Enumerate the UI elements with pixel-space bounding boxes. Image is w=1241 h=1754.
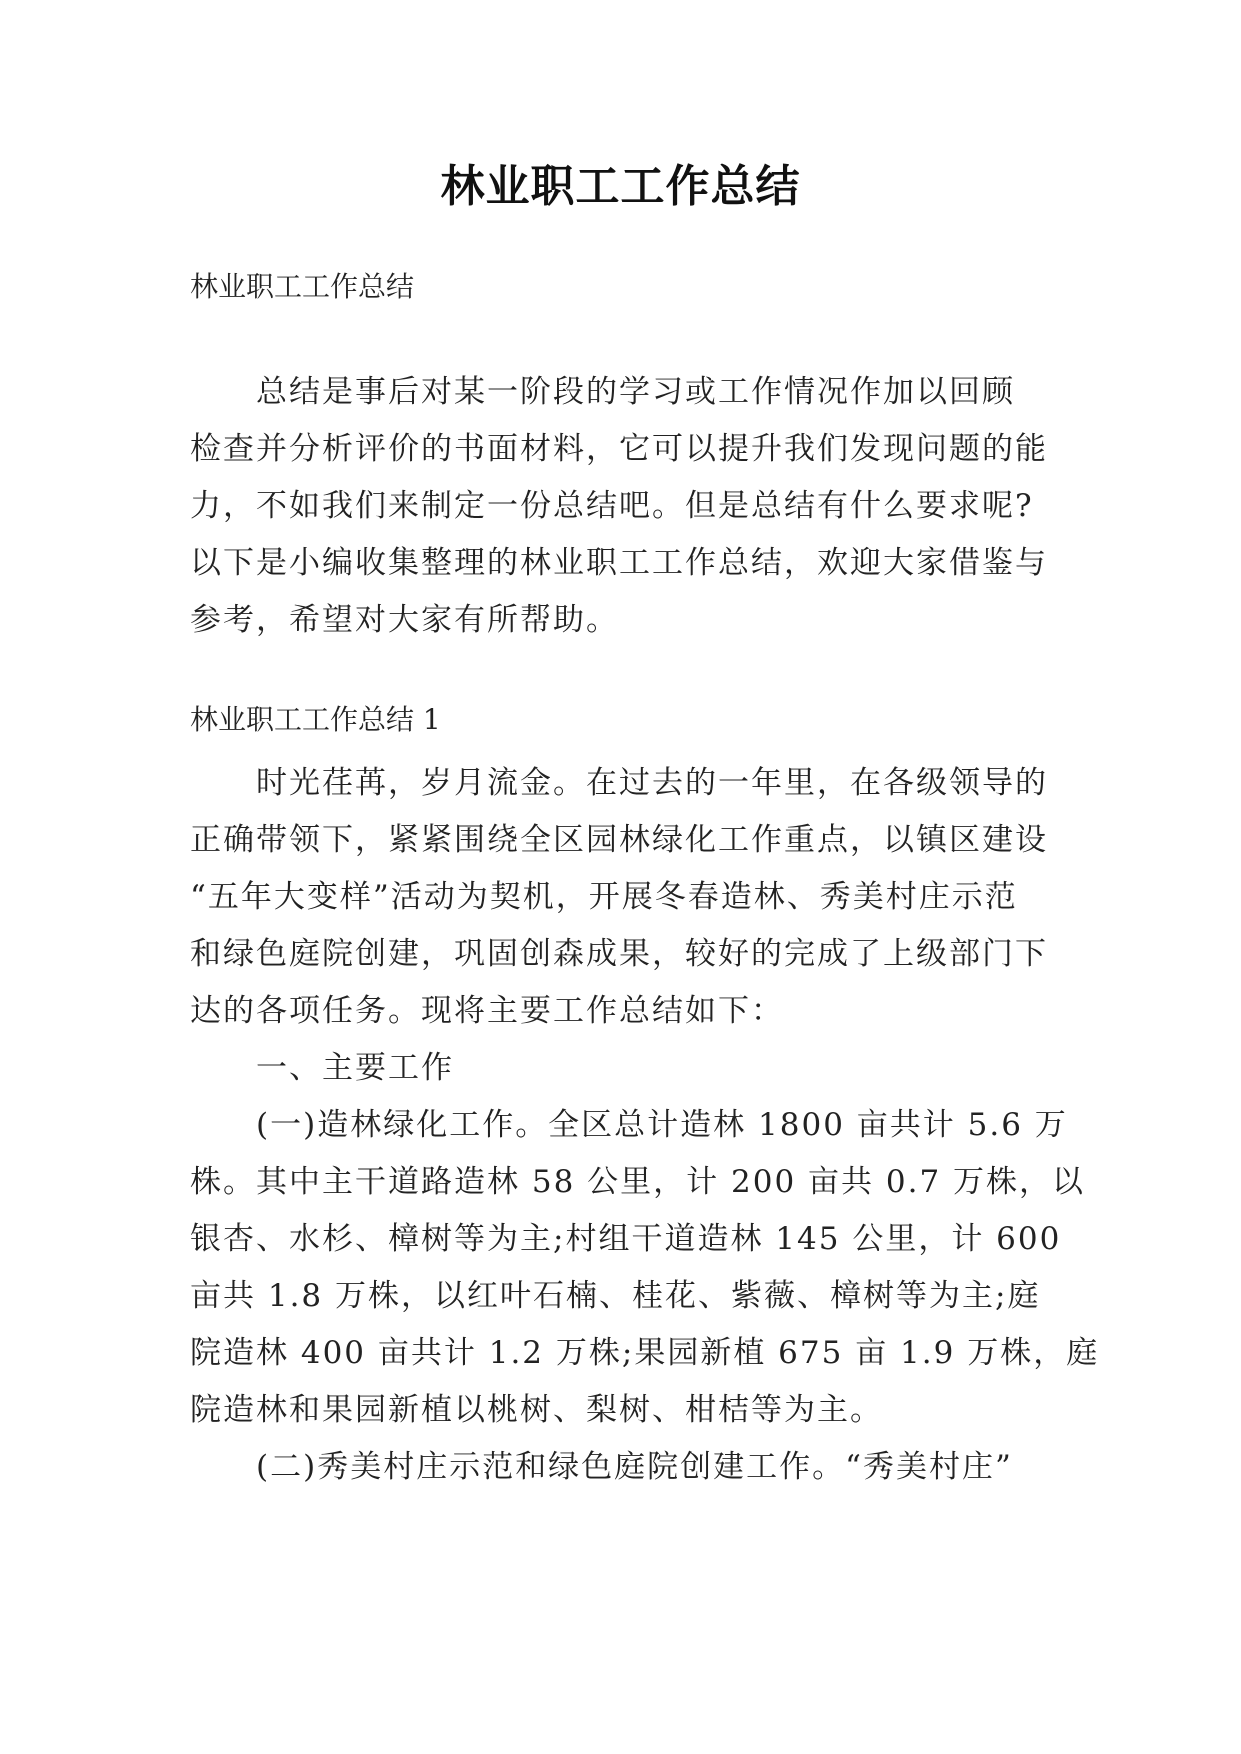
- intro-line: 力，不如我们来制定一份总结吧。但是总结有什么要求呢?: [190, 488, 1034, 524]
- document-title: 林业职工工作总结: [440, 161, 801, 212]
- section-heading: 林业职工工作总结 1: [190, 703, 441, 736]
- section-line: (二)秀美村庄示范和绿色庭院创建工作。“秀美村庄”: [190, 1449, 1013, 1485]
- section-line: 一、主要工作: [190, 1050, 454, 1086]
- section-line: 正确带领下，紧紧围绕全区园林绿化工作重点，以镇区建设: [190, 822, 1048, 858]
- section-line: “五年大变样”活动为契机，开展冬春造林、秀美村庄示范: [190, 879, 1018, 915]
- section-line: 达的各项任务。现将主要工作总结如下：: [190, 993, 784, 1029]
- intro-line: 参考，希望对大家有所帮助。: [190, 602, 619, 638]
- section-line: 银杏、水杉、樟树等为主;村组干道造林 145 公里，计 600: [190, 1221, 1062, 1257]
- section-line: 株。其中主干道路造林 58 公里，计 200 亩共 0.7 万株，以: [190, 1164, 1086, 1200]
- section-line: 和绿色庭院创建，巩固创森成果，较好的完成了上级部门下: [190, 936, 1048, 972]
- intro-line: 检查并分析评价的书面材料，它可以提升我们发现问题的能: [190, 431, 1048, 467]
- section-line: 时光荏苒，岁月流金。在过去的一年里，在各级领导的: [190, 765, 1048, 801]
- section-line: 亩共 1.8 万株，以红叶石楠、桂花、紫薇、樟树等为主;庭: [190, 1278, 1041, 1314]
- section-line: 院造林和果园新植以桃树、梨树、柑桔等为主。: [190, 1392, 883, 1428]
- section-line: (一)造林绿化工作。全区总计造林 1800 亩共计 5.6 万: [190, 1107, 1068, 1143]
- intro-line: 总结是事后对某一阶段的学习或工作情况作加以回顾: [190, 374, 1015, 410]
- section-line: 院造林 400 亩共计 1.2 万株;果园新植 675 亩 1.9 万株，庭: [190, 1335, 1100, 1371]
- intro-line: 以下是小编收集整理的林业职工工作总结，欢迎大家借鉴与: [190, 545, 1048, 581]
- document-subtitle: 林业职工工作总结: [190, 270, 415, 303]
